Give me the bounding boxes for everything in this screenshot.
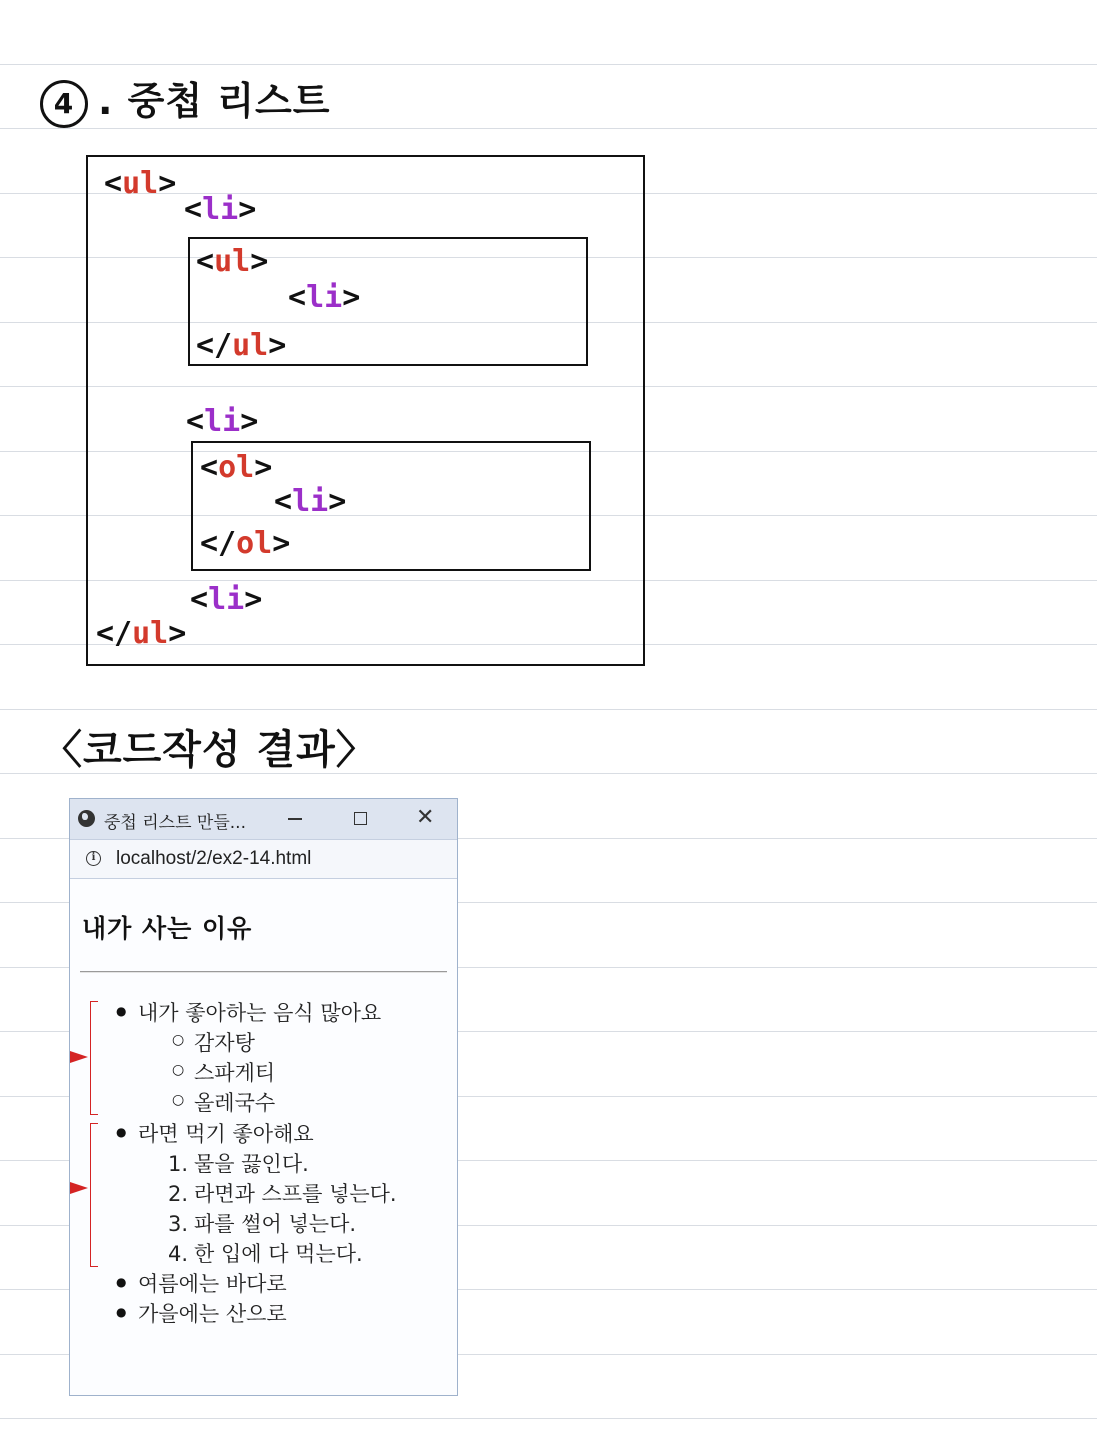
section-heading: 4 . 중첩 리스트: [40, 70, 330, 128]
ordered-list-item: 1. 물을 끓인다.: [168, 1152, 309, 1176]
list-item: ● 가을에는 산으로: [138, 1298, 287, 1328]
section-number: 4: [40, 80, 88, 128]
li-tag-2: <li>: [186, 404, 259, 439]
browser-window: [69, 798, 458, 1396]
page-heading: 내가 사는 이유: [82, 914, 253, 943]
inner-ul-close-tag: </ul>: [196, 328, 287, 363]
outer-ul-open-tag: <ul>: [104, 166, 177, 201]
horizontal-rule: [80, 971, 447, 973]
close-button[interactable]: ✕: [416, 805, 435, 830]
ordered-list-item: 2. 라면과 스프를 넣는다.: [168, 1182, 397, 1206]
sub-list-item: ○ 스파게티: [194, 1057, 275, 1087]
inner-ol-close-tag: </ol>: [200, 526, 291, 561]
annotation-bracket: [90, 1123, 98, 1267]
list-item: ● 라면 먹기 좋아해요: [138, 1118, 314, 1148]
result-heading: 〈코드작성 결과〉: [42, 727, 377, 773]
info-icon[interactable]: i: [86, 851, 101, 866]
annotation-arrow-icon: [70, 1051, 88, 1063]
annotation-arrow-icon: [70, 1182, 88, 1194]
ordered-list-item: 4. 한 입에 다 먹는다.: [168, 1242, 363, 1266]
annotation-bracket: [90, 1001, 98, 1115]
title-bar: [70, 799, 457, 840]
window-title: 중첩 리스트 만들...: [104, 813, 246, 833]
outer-list-box: [86, 155, 645, 666]
address-bar[interactable]: [70, 840, 457, 879]
sub-list-item: ○ 감자탕: [194, 1027, 255, 1057]
minimize-button[interactable]: [288, 818, 302, 820]
inner-ol-open-tag: <ol>: [200, 450, 273, 485]
li-tag-1: <li>: [184, 192, 257, 227]
url-text[interactable]: localhost/2/ex2-14.html: [116, 848, 312, 869]
outer-ul-close-tag: </ul>: [96, 616, 187, 651]
globe-icon: [78, 810, 95, 827]
inner-ol-li-tag: <li>: [274, 484, 347, 519]
inner-ul-open-tag: <ul>: [196, 244, 269, 279]
ordered-list-item: 3. 파를 썰어 넣는다.: [168, 1212, 357, 1236]
section-title: 중첩 리스트: [127, 79, 331, 123]
page-content: [70, 879, 457, 1395]
inner-ul-li-tag: <li>: [288, 280, 361, 315]
list-item: ● 여름에는 바다로: [138, 1268, 287, 1298]
li-tag-3: <li>: [190, 582, 263, 617]
sub-list-item: ○ 올레국수: [194, 1087, 275, 1117]
list-item: ● 내가 좋아하는 음식 많아요: [138, 997, 381, 1027]
maximize-button[interactable]: [354, 812, 367, 825]
